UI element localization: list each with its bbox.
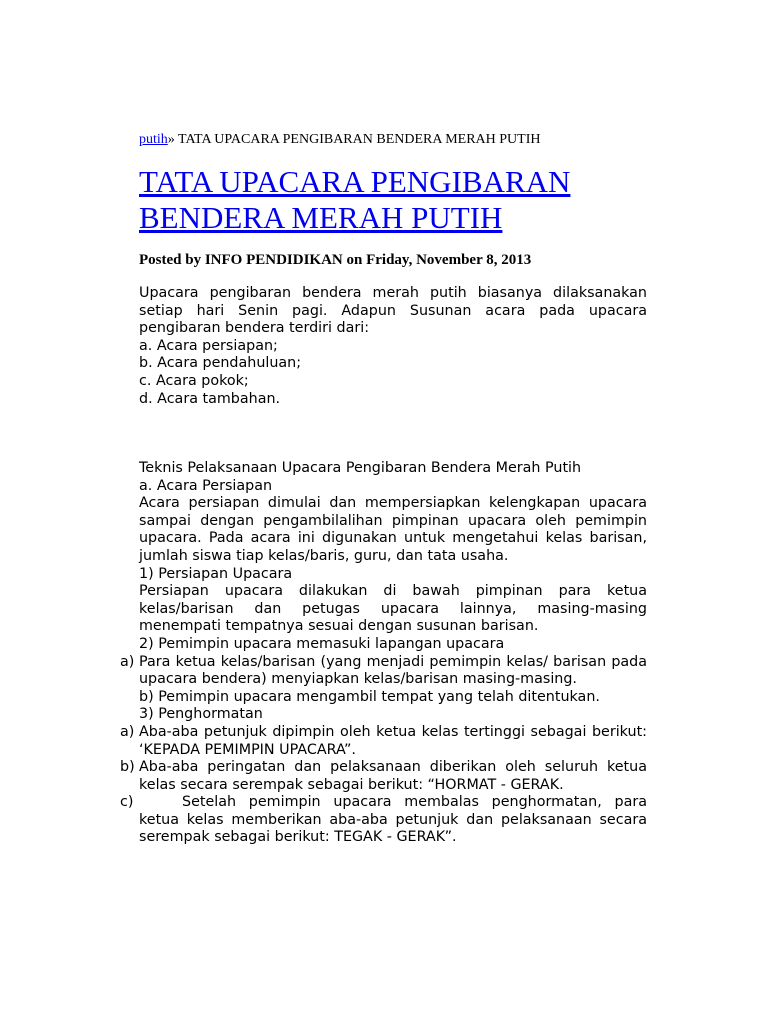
step-3b-item xyxy=(120,759,647,794)
step-3a-item xyxy=(120,723,647,759)
breadcrumb-link[interactable]: putih xyxy=(139,132,168,147)
breadcrumb-separator: » xyxy=(167,132,175,147)
list-marker: a) xyxy=(120,653,135,670)
page-title[interactable]: TATA UPACARA PENGIBARAN BENDERA MERAH PUTIH xyxy=(139,164,571,235)
section-a-text: Acara persiapan dimulai dan mempersiapkan kelengkapan upacara sampai dengan pengambilalihan pimpinan upacara oleh pemimpin upacara. Pada acara ini digunakan untuk mengetahui kelas barisan, jumlah siswa tiap kelas/baris, guru, dan tata usaha. xyxy=(139,495,647,564)
intro-section xyxy=(139,285,647,408)
intro-list-item: a. Acara persiapan; xyxy=(139,337,278,354)
teknis-heading: Teknis Pelaksanaan Upacara Pengibaran Bendera Merah Putih xyxy=(139,460,582,476)
step-2a-text: Para ketua kelas/barisan (yang menjadi pemimpin kelas/ barisan pada upacara bendera) menyiapkan kelas/barisan masing-masing. xyxy=(139,653,647,688)
step-3-heading: 3) Penghormatan xyxy=(139,706,263,723)
step-3c-item xyxy=(120,794,647,847)
intro-list-item: b. Acara pendahuluan; xyxy=(139,355,302,372)
teknis-section xyxy=(120,460,647,847)
intro-list-item: d. Acara tambahan. xyxy=(139,390,281,407)
breadcrumb-current: TATA UPACARA PENGIBARAN BENDERA MERAH PUTIH xyxy=(174,132,541,147)
step-2a-item xyxy=(120,653,647,689)
breadcrumb xyxy=(139,131,540,148)
intro-list-item: c. Acara pokok; xyxy=(139,372,249,389)
step-2b-item: b) Pemimpin upacara mengambil tempat yang telah ditentukan. xyxy=(139,688,600,705)
list-marker: b) xyxy=(120,759,135,776)
list-marker: a) xyxy=(120,723,135,740)
step-1-text: Persiapan upacara dilakukan di bawah pimpinan para ketua kelas/barisan dan petugas upacara lainnya, masing-masing menempati tempatnya sesuai dengan susunan barisan. xyxy=(139,583,647,635)
step-3a-text: Aba-aba petunjuk dipimpin oleh ketua kelas tertinggi sebagai berikut: ‘KEPADA PEMIMPIN UPACARA”. xyxy=(139,723,647,758)
step-2-heading: 2) Pemimpin upacara memasuki lapangan upacara xyxy=(139,635,505,652)
list-marker: c) xyxy=(120,794,134,811)
step-1-heading: 1) Persiapan Upacara xyxy=(139,565,293,582)
section-a-heading: a. Acara Persiapan xyxy=(139,477,273,494)
intro-paragraph: Upacara pengibaran bendera merah putih biasanya dilaksanakan setiap hari Senin pagi. Adapun Susunan acara pada upacara pengibaran bendera terdiri dari: xyxy=(139,285,647,337)
step-3c-text: Setelah pemimpin upacara membalas penghormatan, para ketua kelas memberikan aba-aba petunjuk dan pelaksanaan secara serempak sebagai berikut: TEGAK - GERAK”. xyxy=(139,794,647,846)
step-3b-text: Aba-aba peringatan dan pelaksanaan diberikan oleh seluruh ketua kelas secara serempak sebagai berikut: “HORMAT - GERAK. xyxy=(139,759,647,793)
post-meta: Posted by INFO PENDIDIKAN on Friday, November 8, 2013 xyxy=(139,252,532,268)
